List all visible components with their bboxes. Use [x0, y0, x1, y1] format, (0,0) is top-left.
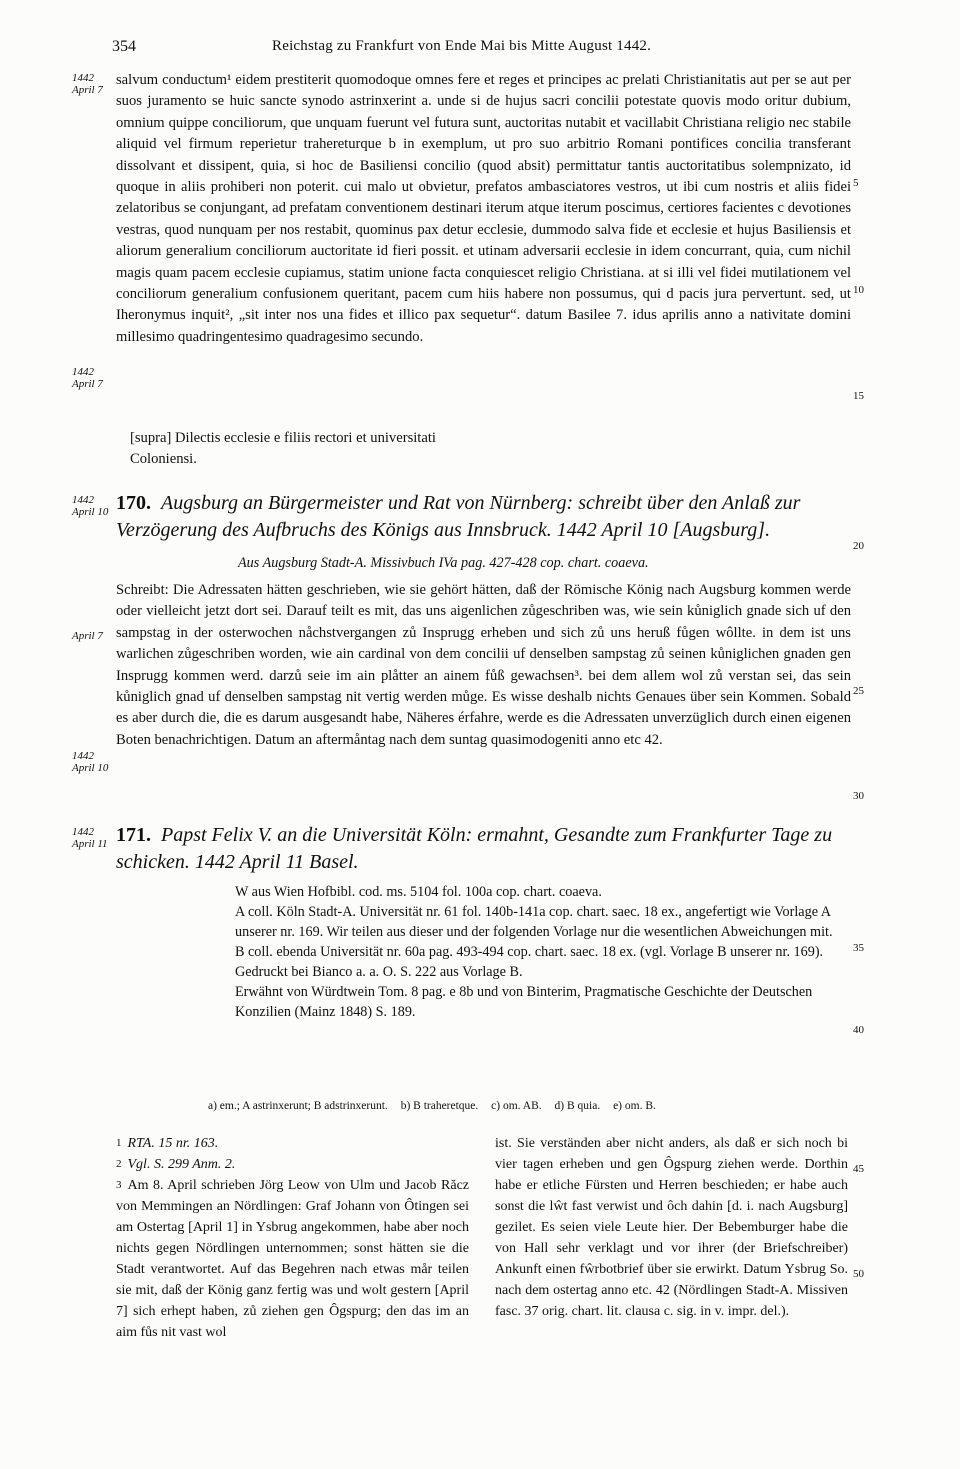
- doc170-number: 170.: [116, 492, 151, 514]
- margin-day: April 7: [72, 378, 103, 390]
- line-number: 5: [853, 177, 859, 189]
- source-entry: W aus Wien Hofbibl. cod. ms. 5104 fol. 100a cop. chart. coaeva.: [235, 884, 602, 900]
- margin-year: 1442: [72, 72, 94, 84]
- footnote-text: Am 8. April schrieben Jörg Leow von Ulm und Jacob Răcz von Memmingen an Nördlingen: Graf Johann von Ôtingen sei am Ostertag [April 1] in Ysbrug angekommen, habe aber noch nichts gegen Nördlingen unternommen; sonst hätten sie die Stadt verantwortet. Auf das Begehren nach etwas mår teilen sie mit, daß der König ganz fertig was und wolt gestern [April 7] sich erhept haben, zů ziehen gen Ôgspurg; den das im an aim fůs nit vast wol: [116, 1178, 469, 1340]
- variant-note: a) em.; A astrinxerunt; B adstrinxerunt.: [208, 1100, 388, 1112]
- footnote-continuation: ist. Sie verständen aber nicht anders, als daß er sich noch bi vier tagen erheben und gen Ôgspurg ziehen werde. Dorthin habe er etliche Fürsten und Herren beschieden; er habe auch sonst die lŵt fast verwist und ôch dahin [d. i. nach Augsburg] gezilet. Es seien viele Leute hier. Der Bebemburger habe die von Hall sehr verklagt und vor ihrer (der Briefschreiber) Ankunft einen fŵrbotbrief über sie erwirkt. Datum Ysbrug So. nach dem ostertag anno etc. 42 (Nördlingen Stadt-A. Missiven fasc. 37 orig. chart. lit. clausa c. sig. in v. impr. del.).: [495, 1136, 848, 1319]
- margin-year: 1442: [72, 826, 94, 838]
- margin-day: April 11: [72, 838, 108, 850]
- footnotes-left-column: [116, 1133, 469, 1343]
- line-number: 10: [853, 284, 864, 296]
- doc169-address: [supra] Dilectis ecclesie e filiis rectori et universitati Coloniensi.: [130, 430, 436, 467]
- margin-day: April 10: [72, 506, 109, 518]
- footnote-mark: 1: [116, 1137, 122, 1149]
- margin-date: [72, 366, 103, 390]
- variant-readings: [208, 1100, 848, 1112]
- footnote-mark: 3: [116, 1179, 122, 1191]
- doc169-paragraph: salvum conductum¹ eidem prestiterit quomodoque omnes fere et reges et principes ac prelati Christianitatis aut per se aut per suos juramento se huic sancte synodo astrinxerint a. unde si de hujus sacri concilii potestate quovis modo oritur dubium, omnium quippe conciliorum, que unquam fuerunt vel futura sunt, auctoritas nutabit et vacillabit Christiana religio nec stabile aliquid vel firmum reperietur trahereturque b in exemplum, ut pro suo arbitrio Romani pontifices concilia transferant dissolvant et dissipent, quia, si hoc de Basiliensi concilio (quod absit) permittatur tantis auctoritatibus solempnizato, id quoque in aliis prohiberi non poterit. cui malo ut obvietur, prefatos ambasciatores vestros, ut ibi cum nostris et aliis fidei zelatoribus se conjungant, ad prefatam conventionem destinari iterum atque iterum poscimus, certiores facientes c devotiones vestras, quod nunquam per nos restabit, quominus pax detur ecclesie, dummodo salva fide et ecclesie et hujus Basiliensis et aliorum generalium conciliorum auctoritate id fieri possit. et utinam adversarii ecclesie in idem concurrant, quia, cum nichil magis quam pacem ecclesie cupiamus, statim unione facta conquiescet religio Christiana. at si illi vel fidei mutilationem vel conciliorum generalium confusionem queritant, pacem cum hiis habere non possumus, qui d pacis jura pervertunt. sed, ut Iheronymus inquit², „sit inter nos una fides et illico pax sequetur“. datum Basilee 7. idus aprilis anno a nativitate domini millesimo quadringentesimo quadragesimo secundo.: [116, 72, 851, 345]
- line-number: 40: [853, 1024, 864, 1036]
- line-number: 50: [853, 1268, 864, 1280]
- margin-day: April 10: [72, 762, 109, 774]
- margin-year: 1442: [72, 750, 94, 762]
- footnote: [116, 1154, 469, 1175]
- footnote-mark: 2: [116, 1158, 122, 1170]
- doc170-date: 1442 April 10 [Augsburg].: [556, 519, 771, 541]
- variant-note: c) om. AB.: [491, 1100, 542, 1112]
- source-entry: A coll. Köln Stadt-A. Universität nr. 61 fol. 140b-141a cop. chart. saec. 18 ex., angefertigt wie Vorlage A unserer nr. 169. Wir teilen aus dieser und der folgenden Vorlage nur die wesentlichen Abweichungen mit.: [235, 904, 833, 940]
- line-number: 30: [853, 790, 864, 802]
- line-number: 45: [853, 1163, 864, 1175]
- footnote: [116, 1133, 469, 1154]
- doc171-title: Papst Felix V. an die Universität Köln: ermahnt, Gesandte zum Frankfurter Tage zu schicken.: [116, 824, 833, 873]
- margin-date: [72, 72, 103, 96]
- footnote: [116, 1175, 469, 1343]
- doc169-text: [116, 70, 851, 348]
- doc171-sources: [235, 882, 845, 1022]
- running-title: Reichstag zu Frankfurt von Ende Mai bis Mitte August 1442.: [272, 38, 652, 54]
- margin-date: April 7: [72, 630, 103, 642]
- footnotes-right-column: [495, 1133, 848, 1322]
- margin-day: April 7: [72, 84, 103, 96]
- doc170-title: Augsburg an Bürgermeister und Rat von Nürnberg: schreibt über den Anlaß zur Verzögerung des Aufbruchs des Königs aus Innsbruck.: [116, 492, 801, 541]
- line-number: 35: [853, 942, 864, 954]
- doc170-text: [116, 580, 851, 751]
- doc170-heading: [116, 490, 851, 544]
- margin-date: [72, 750, 108, 774]
- line-number: 20: [853, 540, 864, 552]
- margin-date: [72, 494, 108, 518]
- doc171-number: 171.: [116, 824, 151, 846]
- doc170-source: Aus Augsburg Stadt-A. Missivbuch IVa pag. 427-428 cop. chart. coaeva.: [238, 555, 649, 571]
- line-number: 25: [853, 685, 864, 697]
- line-number: 15: [853, 390, 864, 402]
- margin-date: [72, 826, 108, 850]
- footnote-text: RTA. 15 nr. 163.: [127, 1136, 219, 1151]
- footnote-text: Vgl. S. 299 Anm. 2.: [127, 1157, 236, 1172]
- source-entry: Erwähnt von Würdtwein Tom. 8 pag. e 8b und von Binterim, Pragmatische Geschichte der Deutschen Konzilien (Mainz 1848) S. 189.: [235, 984, 813, 1020]
- source-entry: B coll. ebenda Universität nr. 60a pag. 493-494 cop. chart. saec. 18 ex. (vgl. Vorlage B unserer nr. 169).: [235, 944, 824, 960]
- doc170-paragraph: Schreibt: Die Adressaten hätten geschrieben, wie sie gehört hätten, daß der Römische König nach Augsburg kommen werde oder vielleicht jetzt dort sei. Darauf teilt es mit, das uns aigenlichen zůgeschriben was, wie sein kůniglich gnade sich uf den sampstag in der osterwochen nåchstvergangen zů Insprugg erheben und sich zů uns heruß fůgen wôllte. in dem ist uns warlichen zůgeschriben worden, wie ain cardinal von dem concilii uf denselben sampstag zů seinen kůniglichen gnaden gen Insprugg kommen werd. darzů seie im ain plåtter an ainem fůß gewachsen³. bei dem allem wol zů verstan sei, das sein kůniglich gnad uf denselben sampstag nit vertig werden můge. Es wisse deshalb nichts Genaues über sein Kommen. Sobald es aber durch die, die es darum ausgesandt habe, Näheres érfahre, werde es die Adressaten unverzüglich durch einen eigenen Boten benachrichtigen. Datum an aftermåntag nach dem suntag quasimodogeniti anno etc 42.: [116, 582, 851, 748]
- margin-year: 1442: [72, 494, 94, 506]
- doc171-date: 1442 April 11 Basel.: [194, 851, 359, 873]
- variant-note: d) B quia.: [554, 1100, 601, 1112]
- variant-note: e) om. B.: [613, 1100, 656, 1112]
- variant-note: b) B traheretque.: [400, 1100, 479, 1112]
- running-header: [112, 38, 872, 60]
- source-entry: Gedruckt bei Bianco a. a. O. S. 222 aus Vorlage B.: [235, 964, 523, 980]
- doc171-heading: [116, 822, 851, 876]
- page-number: 354: [112, 38, 136, 55]
- margin-year: 1442: [72, 366, 94, 378]
